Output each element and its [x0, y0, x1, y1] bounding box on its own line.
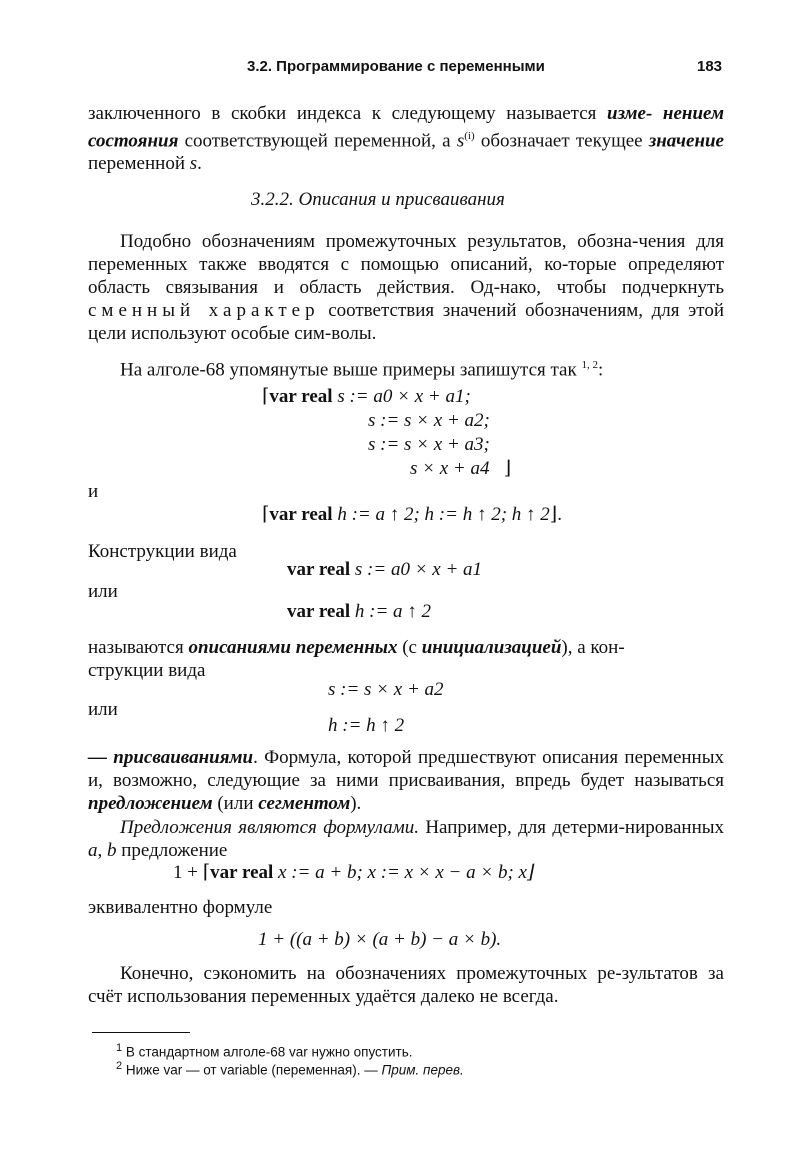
footnote-2: $^2$ Ниже var — от variable (переменная). — Прим. перев. — [116, 1060, 464, 1078]
footnote-divider — [92, 1032, 190, 1033]
term-sentence: предложением — [88, 793, 213, 814]
page-number: 183 — [697, 58, 723, 75]
term-variable-descriptions: описаниями переменных — [188, 637, 398, 658]
intro-paragraph: заключенного в скобки индекса к следующему называется изме- нением состояния соответствующей переменной, а $s^{(i)}$ обозначает текущее значение переменной s. — [88, 103, 724, 175]
term-segment: сегментом — [258, 793, 351, 814]
code-line-3: s := s × x + a3; — [368, 434, 490, 455]
spaced-emphasis: сменный характер — [88, 300, 320, 321]
paragraph-descriptions: Подобно обозначениям промежуточных результатов, обозна-чения для переменных также вводятся с помощью описаний, ко-торые определяют область связывания и область действия. Од-нако, чтобы подчеркнуть сменный характер соответствия значений обозначениям, для этой цели используют особые сим-волы. — [88, 231, 724, 344]
code-line-2: s := s × x + a2; — [368, 410, 490, 431]
algol-intro-line: На алголе-68 упомянутые выше примеры запишутся так $^{1, 2}$: — [120, 359, 604, 381]
equivalent-formula: 1 + ((a + b) × (a + b) − a × b). — [258, 929, 502, 950]
term-change-of-state-2: нением состояния — [88, 103, 724, 152]
term-change-of-state-1: изме- — [607, 103, 653, 124]
paragraph-sentences-formulas: Предложения являются формулами. Например, для детерми-нированных a, b предложение — [88, 817, 725, 861]
code-line-4: s × x + a4 ⌋ — [410, 458, 512, 479]
construct-2: var real h := a ↑ 2 — [287, 601, 432, 622]
term-initialization: инициализацией — [421, 637, 562, 658]
paragraph-assignments: — присваиваниями. Формула, которой предшествуют описания переменных и, возможно, следующие за ними присваивания, впредь будет называться предложением (или сегментом). — [88, 747, 724, 814]
assignment-2: h := h ↑ 2 — [328, 715, 405, 736]
and-word: и — [88, 481, 99, 502]
footnote-1: $^1$ В стандартном алголе-68 var нужно опустить. — [116, 1042, 413, 1060]
running-header-title: 3.2. Программирование с переменными — [247, 58, 545, 75]
or-word-1: или — [88, 581, 118, 602]
term-assignments: — присваиваниями — [88, 747, 254, 768]
or-word-2: или — [88, 699, 118, 720]
equivalent-label: эквивалентно формуле — [88, 897, 273, 918]
code-line-1: ⌈var real s := a0 × x + a1; — [262, 386, 471, 407]
code-line-h: ⌈var real h := a ↑ 2; h := h ↑ 2; h ↑ 2⌋. — [262, 504, 562, 525]
assignment-1: s := s × x + a2 — [328, 679, 444, 700]
called-descriptions-paragraph: называются описаниями переменных (с инициализацией), а кон- струкции вида — [88, 637, 625, 681]
section-heading: 3.2.2. Описания и присваивания — [251, 189, 505, 210]
constructs-label: Конструкции вида — [88, 541, 237, 562]
example-sentence: 1 + ⌈var real x := a + b; x := x × x − a × b; x⌋ — [173, 862, 535, 883]
term-value: значение — [648, 130, 724, 152]
construct-1: var real s := a0 × x + a1 — [287, 559, 483, 580]
paragraph-conclusion: Конечно, сэкономить на обозначениях промежуточных ре-зультатов за счёт использования переменных удаётся далеко не всегда. — [88, 963, 724, 1007]
